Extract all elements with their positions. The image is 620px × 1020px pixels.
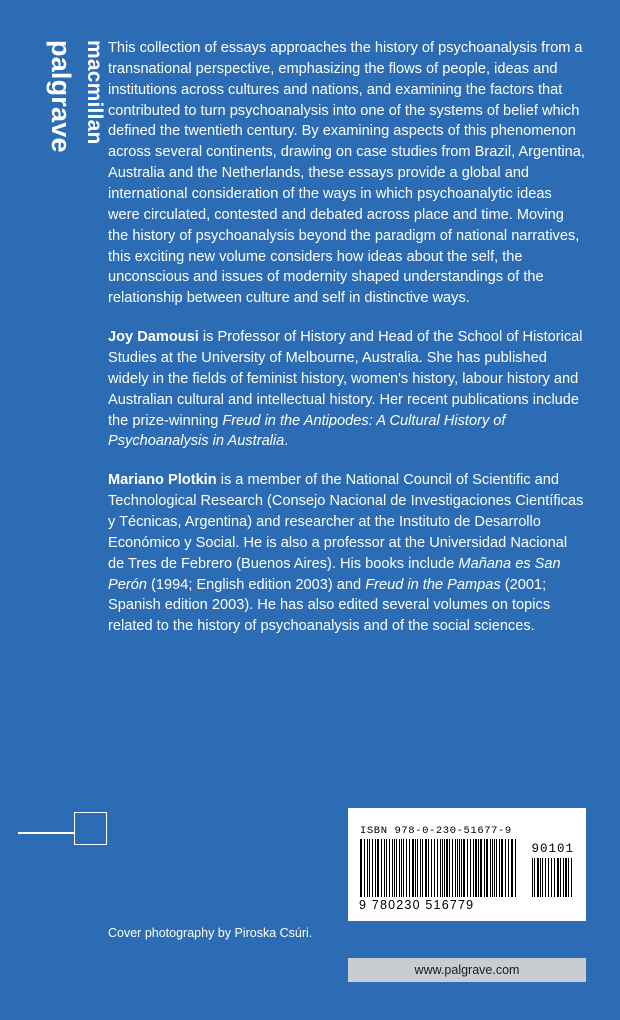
author2-book-title-1: Mañana es San Perón: [108, 555, 561, 593]
barcode-addon-digits: 90101: [531, 842, 574, 856]
publisher-website-bar[interactable]: [348, 958, 586, 982]
author-bio-damousi: [108, 327, 586, 452]
author2-text-3: (2001; Spanish edition 2003). He has also edited several volumes on topics related to the history of psychoanalysis and of the social sciences.: [108, 576, 551, 635]
barcode-bars-addon: [532, 858, 574, 897]
mark-rule: [18, 832, 74, 834]
author-name-plotkin: Mariano Plotkin: [108, 472, 217, 489]
author-bio-plotkin: [108, 470, 586, 637]
publisher-name-palgrave: palgrave: [46, 40, 76, 153]
barcode-block: [348, 808, 586, 921]
author1-book-title: Freud in the Antipodes: A Cultural History of Psychoanalysis in Australia: [108, 412, 506, 450]
blurb-paragraph: This collection of essays approaches the history of psychoanalysis from a transnational perspective, emphasizing the flows of people, ideas and institutions across cultures and nations, and examining the factors that contributed to turn psychoanalysis into one of the systems of belief which defined the twentieth century. By examining aspects of this phenomenon across several continents, drawing on case studies from Brazil, Argentina, Australia and the Netherlands, these essays provide a global and international consideration of the ways in which psychoanalytic ideas were circulated, contested and debated across place and time. Moving the history of psychoanalysis beyond the paradigm of national narratives, this exciting new volume considers how ideas about the self, the unconscious and issues of modernity shaped understandings of the relationship between culture and self in distinctive ways.: [108, 40, 585, 307]
barcode-bars-main: [360, 839, 528, 897]
publisher-website-url: www.palgrave.com: [414, 963, 520, 977]
back-cover-text: [108, 38, 586, 637]
barcode-ean-digits: 9 780230 516779: [359, 898, 475, 912]
author2-book-title-2: Freud in the Pampas: [365, 576, 501, 593]
isbn-label: ISBN 978-0-230-51677-9: [360, 825, 512, 837]
publisher-name-macmillan: macmillan: [83, 40, 106, 145]
decorative-square-mark: [18, 812, 108, 852]
cover-photography-credit: Cover photography by Piroska Csúri.: [108, 926, 313, 940]
author1-text-after: .: [284, 433, 289, 450]
author1-text-before: is Professor of History and Head of the School of Historical Studies at the University of Melbourne, Australia. She has published widely in the fields of feminist history, women's history, labour history and Australian cultural and intellectual history. Her recent publications include the prize-winning: [108, 329, 583, 429]
author2-text-1: is a member of the National Council of Scientific and Technological Research (Consejo Nacional de Investigaciones Científicas y Técnicas, Argentina) and researcher at the Instituto de Desarrollo Económico y Social. He is also a professor at the Universidad Nacional de Tres de Febrero (Buenos Aires). His books include: [108, 472, 584, 572]
author-name-damousi: Joy Damousi: [108, 329, 199, 346]
publisher-logo: [46, 40, 106, 270]
author2-text-2: (1994; English edition 2003) and: [146, 576, 366, 593]
mark-square: [74, 812, 107, 845]
